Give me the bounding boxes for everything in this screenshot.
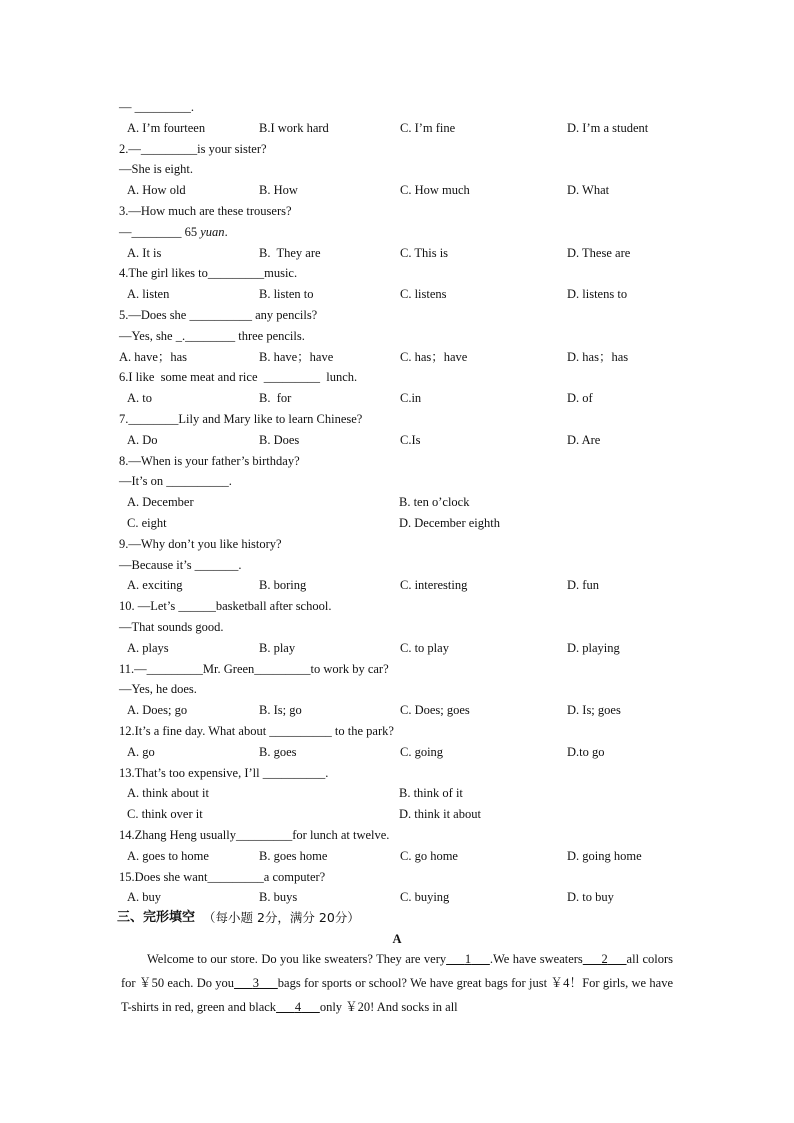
option-a[interactable]: A. It is: [127, 245, 162, 260]
option-d[interactable]: D. playing: [567, 640, 620, 655]
option-d[interactable]: D. Are: [567, 432, 601, 447]
option-d[interactable]: D.to go: [567, 744, 605, 759]
question-text: 4.The girl likes to_________music.: [119, 266, 298, 281]
option-b[interactable]: B. They are: [259, 245, 321, 260]
question-line: [0, 825, 794, 845]
question-text: 3.—How much are these trousers?: [119, 204, 292, 218]
option-b[interactable]: B. boring: [259, 578, 307, 593]
question-line: [0, 451, 794, 471]
option-b[interactable]: B. goes home: [259, 848, 328, 863]
option-d[interactable]: D. I’m a student: [567, 120, 649, 135]
options-row: [0, 887, 794, 907]
option-c[interactable]: C. listens: [400, 287, 447, 302]
passage-text: .We have sweaters: [489, 951, 583, 966]
option-c[interactable]: C. has；have: [400, 349, 468, 364]
option-c[interactable]: C. buying: [400, 890, 450, 905]
option-a[interactable]: A. I’m fourteen: [127, 120, 206, 135]
question-text: 7.________Lily and Mary like to learn Chinese?: [119, 412, 363, 426]
question-line: [0, 659, 794, 679]
blank-number: 3: [252, 975, 260, 990]
passage-text: all colors for ￥50 each. Do you: [121, 951, 674, 990]
option-c[interactable]: C. to play: [400, 640, 449, 655]
section-title: 三、完形填空: [117, 910, 196, 926]
option-b[interactable]: B. think of it: [399, 786, 463, 801]
section-note: （每小题 2分，满分 20分）: [203, 910, 360, 926]
option-d[interactable]: D. of: [567, 391, 593, 406]
option-a[interactable]: A. exciting: [127, 578, 183, 593]
question-text: 13.That’s too expensive, I’ll __________.: [119, 765, 329, 780]
question-text: —Yes, he does.: [119, 682, 197, 697]
option-d[interactable]: D. think it about: [399, 807, 481, 822]
question-text: —That sounds good.: [119, 620, 224, 634]
option-b[interactable]: B. play: [259, 640, 296, 655]
option-c[interactable]: C. This is: [400, 245, 449, 260]
options-row: [0, 846, 794, 866]
option-b[interactable]: B. listen to: [259, 287, 314, 302]
options-row: [0, 492, 794, 512]
question-text: 10. —Let’s ______basketball after school.: [119, 599, 332, 614]
question-text: 8.—When is your father’s birthday?: [119, 453, 300, 468]
option-a[interactable]: A. plays: [127, 640, 169, 655]
question-line: [0, 721, 794, 741]
options-row: [0, 783, 794, 803]
option-a[interactable]: A. have；has: [119, 349, 188, 364]
option-d[interactable]: D. These are: [567, 245, 631, 260]
blank-number: 2: [601, 951, 608, 966]
question-line: [0, 326, 794, 346]
passage-label: A: [392, 932, 402, 946]
option-b[interactable]: B. How: [259, 183, 298, 198]
options-row: [0, 284, 794, 304]
question-line: [0, 534, 794, 554]
question-line: [0, 263, 794, 283]
option-d[interactable]: D. What: [567, 183, 610, 198]
option-d[interactable]: D. fun: [567, 578, 599, 593]
cloze-blank-3[interactable]: [234, 976, 278, 990]
option-b[interactable]: B. Is; go: [259, 703, 302, 718]
option-b[interactable]: B. have；have: [259, 349, 334, 364]
blank-number: 1: [464, 951, 472, 966]
question-text: 5.—Does she __________ any pencils?: [119, 308, 318, 322]
options-row: [0, 388, 794, 408]
question-line: [0, 867, 794, 887]
options-row: [0, 118, 794, 138]
options-row: [0, 742, 794, 762]
question-text: —She is eight.: [119, 162, 193, 177]
question-line: [0, 139, 794, 159]
option-d[interactable]: D. to buy: [567, 890, 614, 905]
question-text: 2.—_________is your sister?: [119, 141, 267, 156]
option-b[interactable]: B. goes: [259, 744, 297, 759]
options-row: [0, 638, 794, 658]
option-b[interactable]: B. Does: [259, 432, 300, 447]
options-row: [0, 243, 794, 263]
question-text: —It’s on __________.: [119, 474, 232, 489]
option-c[interactable]: C. How much: [400, 183, 470, 198]
option-c[interactable]: C. go home: [400, 848, 458, 863]
option-c[interactable]: C. I’m fine: [400, 120, 456, 135]
option-d[interactable]: D. December eighth: [399, 516, 501, 530]
option-a[interactable]: A. buy: [127, 890, 162, 905]
passage-text: Welcome to our store. Do you like sweaters? They are very: [147, 951, 447, 966]
option-a[interactable]: A. Does; go: [127, 703, 188, 718]
passage-text: only ￥20! And socks in all: [319, 999, 458, 1014]
question-line: [0, 201, 794, 221]
option-a[interactable]: A. to: [127, 391, 152, 406]
option-d[interactable]: D. has；has: [567, 349, 629, 364]
option-b[interactable]: B. for: [259, 391, 292, 406]
option-c[interactable]: C. Does; goes: [400, 703, 470, 718]
option-b[interactable]: B.I work hard: [259, 120, 329, 135]
option-c[interactable]: C.Is: [400, 432, 421, 447]
option-c[interactable]: C. going: [400, 744, 444, 759]
option-b[interactable]: B. ten o’clock: [399, 495, 470, 510]
option-a[interactable]: A. How old: [127, 183, 186, 198]
question-text: 6.I like some meat and rice _________ lunch.: [119, 370, 358, 385]
option-d[interactable]: D. Is; goes: [567, 703, 621, 718]
question-line: [0, 367, 794, 387]
option-a[interactable]: A. goes to home: [127, 848, 209, 863]
option-c[interactable]: C. interesting: [400, 578, 468, 593]
option-a[interactable]: A. go: [127, 744, 155, 759]
question-text: —Yes, she _.________ three pencils.: [119, 328, 305, 343]
options-row: [0, 804, 794, 824]
question-line: [0, 471, 794, 491]
question-line: [0, 555, 794, 575]
question-line: [0, 617, 794, 637]
options-row: [0, 347, 794, 367]
question-text: — _________.: [119, 100, 194, 114]
option-b[interactable]: B. buys: [259, 890, 298, 905]
option-a[interactable]: A. listen: [127, 287, 170, 302]
question-line: [0, 97, 794, 117]
option-a[interactable]: A. Do: [127, 432, 158, 447]
cloze-blank-4[interactable]: [276, 1000, 320, 1014]
cloze-blank-2[interactable]: [583, 952, 627, 966]
options-row: [0, 513, 794, 533]
question-line: [0, 159, 794, 179]
options-row: [0, 575, 794, 595]
blank-number: 4: [294, 999, 302, 1014]
question-text: 9.—Why don’t you like history?: [119, 536, 282, 551]
question-text: 11.—_________Mr. Green_________to work by car?: [119, 661, 389, 676]
question-line: [0, 679, 794, 699]
question-line: [0, 222, 794, 242]
cloze-passage: [121, 947, 673, 1019]
option-c[interactable]: C. eight: [127, 516, 167, 530]
option-a[interactable]: A. December: [127, 495, 194, 510]
options-row: [0, 430, 794, 450]
option-c[interactable]: C.in: [400, 391, 422, 406]
question-line: [0, 596, 794, 616]
option-c[interactable]: C. think over it: [127, 807, 203, 822]
option-d[interactable]: D. going home: [567, 848, 642, 863]
question-line: [0, 305, 794, 325]
question-text: 12.It’s a fine day. What about __________ to the park?: [119, 724, 394, 738]
question-text: —Because it’s _______.: [119, 557, 242, 572]
question-line: [0, 409, 794, 429]
question-text: —________ 65 yuan.: [119, 224, 228, 239]
question-text: 14.Zhang Heng usually_________for lunch at twelve.: [119, 828, 390, 842]
question-text: 15.Does she want_________a computer?: [119, 869, 326, 884]
section-header: [0, 908, 794, 928]
passage-text: bags for sports or school? We have great bags for just ￥4！For girls, we have T-shirts in red, green and black: [121, 975, 674, 1014]
cloze-blank-1[interactable]: [446, 952, 490, 966]
option-d[interactable]: D. listens to: [567, 287, 628, 302]
option-a[interactable]: A. think about it: [127, 786, 209, 801]
question-line: [0, 763, 794, 783]
options-row: [0, 180, 794, 200]
options-row: [0, 700, 794, 720]
